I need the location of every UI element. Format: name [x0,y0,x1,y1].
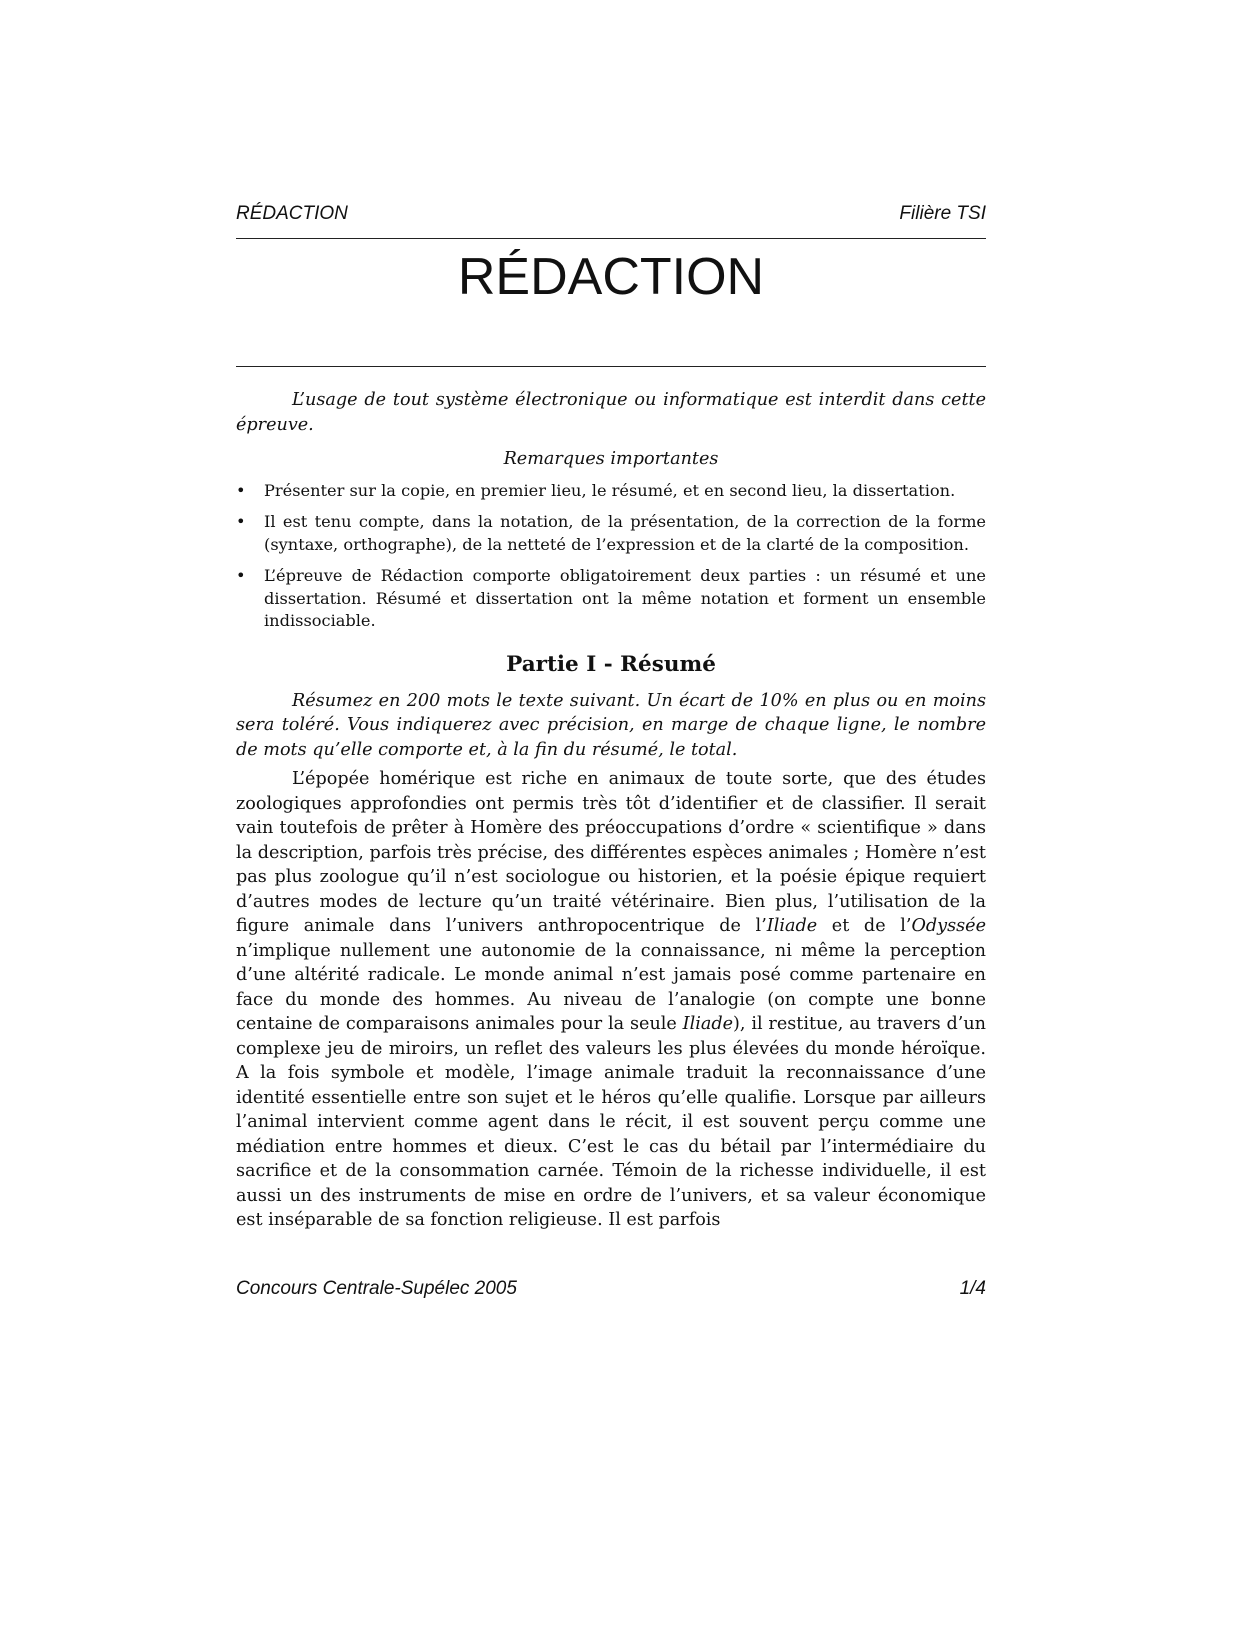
source-text [236,767,986,1233]
text-run: et de l’ [817,916,912,936]
bullet: • [236,566,246,585]
summary-instruction: Résumez en 200 mots le texte suivant. Un écart de 10% en plus ou en moins sera toléré. Vous indiquerez avec précision, en marge de chaque ligne, le nombre de mots qu’elle comporte et, à la fin du résumé, le total. [236,690,986,760]
exam-notice: L’usage de tout système électronique ou informatique est interdit dans cette épreuve. [236,390,986,435]
text-run: ), il restitue, au travers d’un complexe jeu de miroirs, un reflet des valeurs les plus élevées du monde héroïque. A la fois symbole et modèle, l’image animale traduit la reconnaissance d’une identité essentielle entre son sujet et le héros qu’elle qualifie. Lorsque par ailleurs l’animal intervient comme agent dans le récit, il est souvent perçu comme une médiation entre hommes et dieux. C’est le cas du bétail par l’intermédiaire du sacrifice et de la consommation carnée. Témoin de la richesse individuelle, il est aussi un des instruments de mise en ordre de l’univers, et sa valeur économique est inséparable de sa fonction religieuse. Il est parfois [236,1014,986,1230]
page-number: 1/4 [959,1278,986,1299]
title-rule [236,366,986,367]
work-title-odyssee: Odyssée [911,916,986,936]
page-footer [236,1278,986,1300]
work-title-iliade: Iliade [766,916,818,936]
remark-item [236,511,986,556]
footer-contest: Concours Centrale-Supélec 2005 [236,1278,517,1299]
header-subject: RÉDACTION [236,203,348,224]
document-body [236,388,986,1233]
remarks-list [236,480,986,633]
remarks-title: Remarques importantes [503,449,719,469]
bullet: • [236,480,246,500]
remark-item [236,480,986,503]
page-header [236,203,986,225]
remark-text: Présenter sur la copie, en premier lieu, le résumé, et en second lieu, la dissertation. [264,480,956,500]
bullet: • [236,512,246,531]
section-title: Partie I - Résumé [506,651,716,677]
remark-text: L’épreuve de Rédaction comporte obligatoirement deux parties : un résumé et une dissertation. Résumé et dissertation ont la même notation et forment un ensemble indissociable. [264,566,986,630]
page-title: RÉDACTION [457,248,765,306]
work-title-iliade: Iliade [682,1014,734,1034]
text-run: n’implique nullement une autonomie de la connaissance, ni même la perception d’une altérité radicale. Le monde animal n’est jamais posé comme partenaire en face du monde des hommes. Au niveau de l’analogie (on compte une bonne centaine de comparaisons animales pour la seule [236,940,986,1034]
header-track: Filière TSI [899,203,986,224]
remark-item [236,565,986,633]
header-rule [236,238,986,239]
remark-text: Il est tenu compte, dans la notation, de la présentation, de la correction de la forme (syntaxe, orthographe), de la netteté de l’expression et de la clarté de la composition. [264,512,986,554]
text-run: L’épopée homérique est riche en animaux de toute sorte, que des études zoologiques approfondies ont permis très tôt d’identifier et de classifier. Il serait vain toutefois de prêter à Homère des préoccupations d’ordre « scientifique » dans la description, parfois très précise, des différentes espèces animales ; Homère n’est pas plus zoologue qu’il n’est sociologue ou historien, et la poésie épique requiert d’autres modes de lecture qu’un traité vétérinaire. Bien plus, l’utilisation de la figure animale dans l’univers anthropocentrique de l’ [236,769,986,936]
